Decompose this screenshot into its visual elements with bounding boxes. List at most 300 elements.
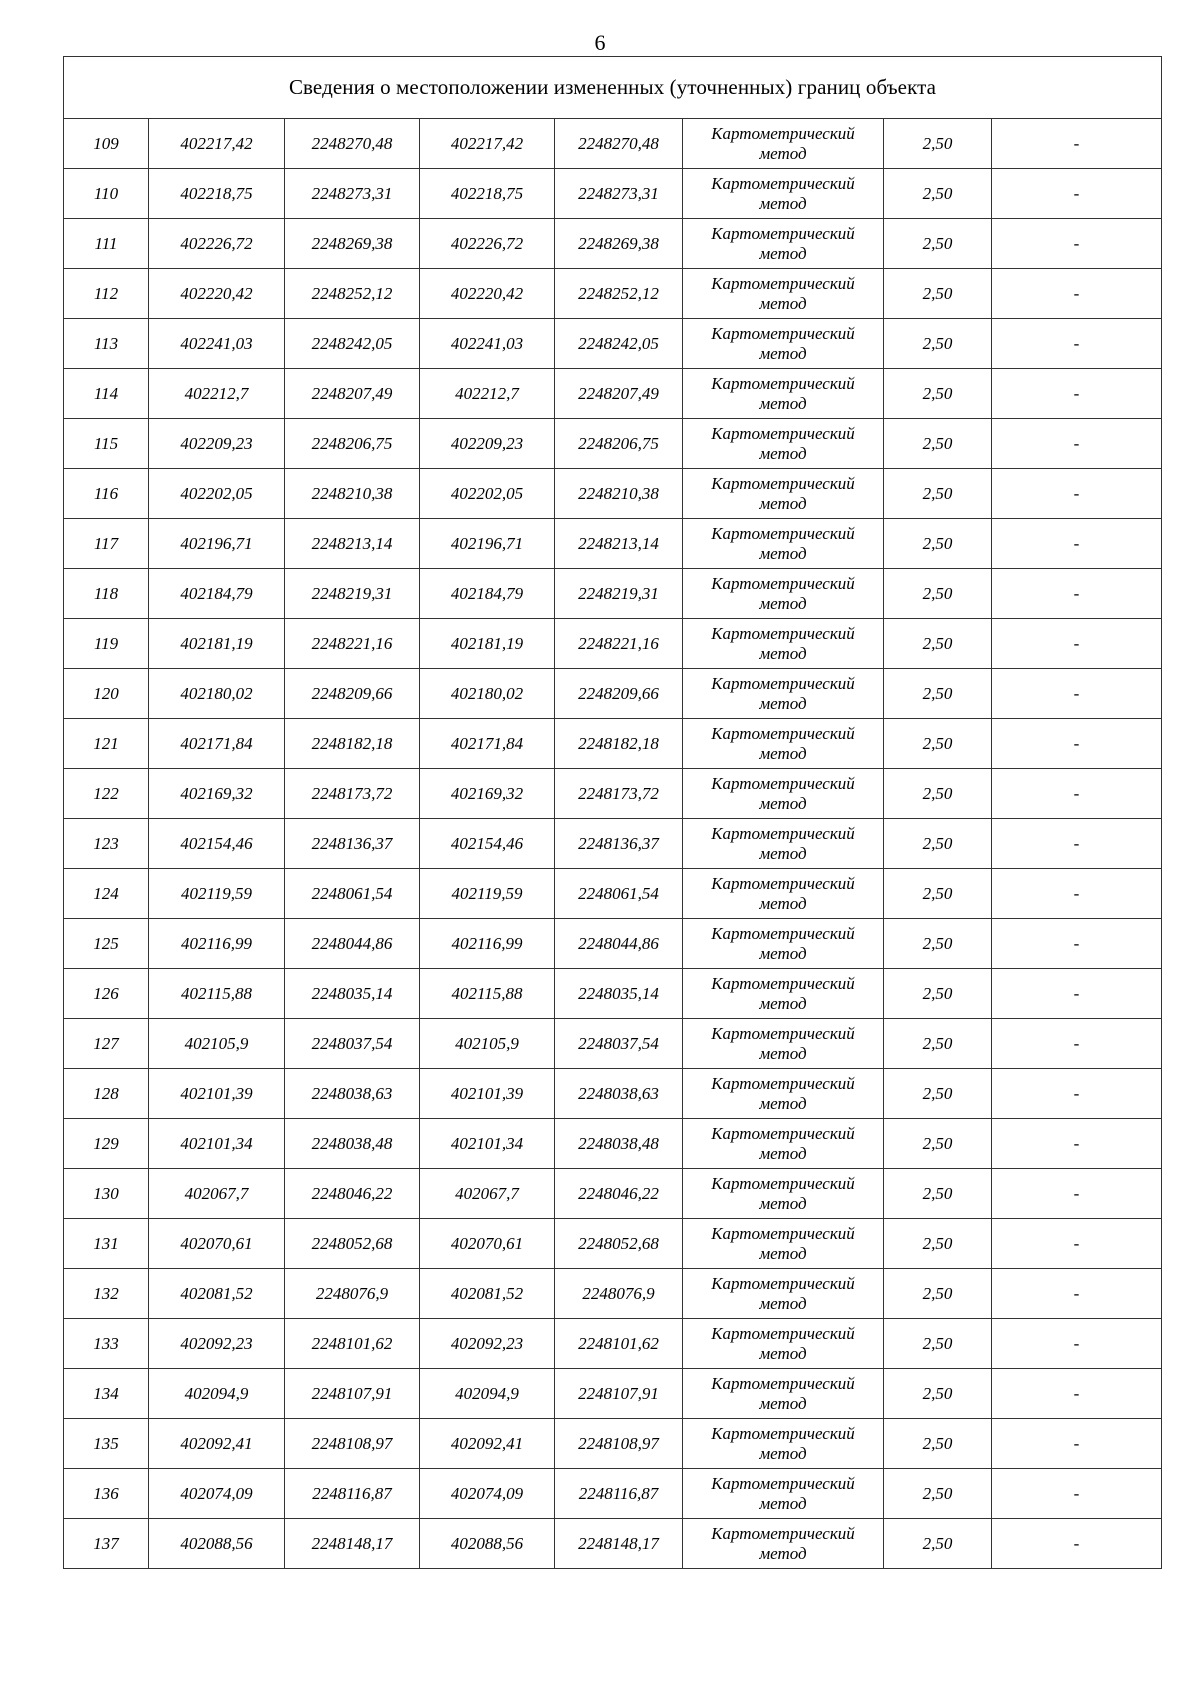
updated-x-cell: 402202,05 — [420, 469, 555, 519]
table-title: Сведения о местоположении измененных (уточненных) границ объекта — [64, 57, 1162, 119]
updated-x-cell: 402209,23 — [420, 419, 555, 469]
accuracy-cell: 2,50 — [884, 1019, 992, 1069]
point-number-cell: 122 — [64, 769, 149, 819]
method-line-1: Картометрический — [711, 223, 855, 243]
existing-y-cell: 2248148,17 — [285, 1519, 420, 1569]
existing-x-cell: 402115,88 — [149, 969, 285, 1019]
existing-x-cell: 402074,09 — [149, 1469, 285, 1519]
accuracy-cell: 2,50 — [884, 1169, 992, 1219]
table-row — [64, 269, 1162, 319]
note-cell: - — [992, 1069, 1162, 1119]
method-cell — [683, 1369, 884, 1419]
existing-x-cell: 402101,34 — [149, 1119, 285, 1169]
method-cell — [683, 969, 884, 1019]
existing-y-cell: 2248044,86 — [285, 919, 420, 969]
point-number-cell: 117 — [64, 519, 149, 569]
point-number-cell: 137 — [64, 1519, 149, 1569]
method-line-1: Картометрический — [711, 623, 855, 643]
updated-y-cell: 2248148,17 — [555, 1519, 683, 1569]
method-line-1: Картометрический — [711, 773, 855, 793]
table-row — [64, 1169, 1162, 1219]
note-cell: - — [992, 1119, 1162, 1169]
updated-x-cell: 402092,41 — [420, 1419, 555, 1469]
existing-y-cell: 2248061,54 — [285, 869, 420, 919]
method-line-2: метод — [759, 1093, 807, 1113]
updated-x-cell: 402101,39 — [420, 1069, 555, 1119]
method-cell — [683, 519, 884, 569]
note-cell: - — [992, 1319, 1162, 1369]
method-cell — [683, 1169, 884, 1219]
existing-y-cell: 2248269,38 — [285, 219, 420, 269]
table-row — [64, 869, 1162, 919]
updated-x-cell: 402067,7 — [420, 1169, 555, 1219]
existing-y-cell: 2248136,37 — [285, 819, 420, 869]
method-line-2: метод — [759, 593, 807, 613]
updated-x-cell: 402070,61 — [420, 1219, 555, 1269]
updated-x-cell: 402115,88 — [420, 969, 555, 1019]
note-cell: - — [992, 619, 1162, 669]
updated-y-cell: 2248136,37 — [555, 819, 683, 869]
updated-x-cell: 402196,71 — [420, 519, 555, 569]
accuracy-cell: 2,50 — [884, 1369, 992, 1419]
method-line-1: Картометрический — [711, 573, 855, 593]
updated-y-cell: 2248206,75 — [555, 419, 683, 469]
updated-y-cell: 2248061,54 — [555, 869, 683, 919]
accuracy-cell: 2,50 — [884, 669, 992, 719]
method-cell — [683, 1069, 884, 1119]
page-number: 6 — [594, 30, 606, 55]
updated-x-cell: 402116,99 — [420, 919, 555, 969]
accuracy-cell: 2,50 — [884, 369, 992, 419]
point-number-cell: 136 — [64, 1469, 149, 1519]
existing-y-cell: 2248076,9 — [285, 1269, 420, 1319]
updated-x-cell: 402081,52 — [420, 1269, 555, 1319]
table-row — [64, 969, 1162, 1019]
method-line-2: метод — [759, 143, 807, 163]
updated-x-cell: 402171,84 — [420, 719, 555, 769]
method-line-2: метод — [759, 1443, 807, 1463]
method-line-2: метод — [759, 493, 807, 513]
updated-y-cell: 2248108,97 — [555, 1419, 683, 1469]
existing-x-cell: 402070,61 — [149, 1219, 285, 1269]
updated-x-cell: 402154,46 — [420, 819, 555, 869]
updated-x-cell: 402181,19 — [420, 619, 555, 669]
existing-x-cell: 402180,02 — [149, 669, 285, 719]
point-number-cell: 124 — [64, 869, 149, 919]
method-line-1: Картометрический — [711, 1473, 855, 1493]
method-line-2: метод — [759, 843, 807, 863]
method-cell — [683, 219, 884, 269]
method-line-1: Картометрический — [711, 1423, 855, 1443]
existing-y-cell: 2248273,31 — [285, 169, 420, 219]
existing-y-cell: 2248219,31 — [285, 569, 420, 619]
point-number-cell: 113 — [64, 319, 149, 369]
table-row — [64, 219, 1162, 269]
updated-x-cell: 402169,32 — [420, 769, 555, 819]
method-line-2: метод — [759, 1293, 807, 1313]
method-line-1: Картометрический — [711, 473, 855, 493]
method-cell — [683, 1119, 884, 1169]
method-line-2: метод — [759, 443, 807, 463]
note-cell: - — [992, 219, 1162, 269]
table-row — [64, 169, 1162, 219]
updated-y-cell: 2248242,05 — [555, 319, 683, 369]
existing-y-cell: 2248242,05 — [285, 319, 420, 369]
table-row — [64, 569, 1162, 619]
updated-y-cell: 2248273,31 — [555, 169, 683, 219]
existing-x-cell: 402092,23 — [149, 1319, 285, 1369]
existing-x-cell: 402226,72 — [149, 219, 285, 269]
updated-x-cell: 402088,56 — [420, 1519, 555, 1569]
method-line-2: метод — [759, 193, 807, 213]
existing-y-cell: 2248182,18 — [285, 719, 420, 769]
table-row — [64, 1119, 1162, 1169]
existing-x-cell: 402209,23 — [149, 419, 285, 469]
point-number-cell: 127 — [64, 1019, 149, 1069]
updated-y-cell: 2248044,86 — [555, 919, 683, 969]
method-line-1: Картометрический — [711, 123, 855, 143]
method-line-1: Картометрический — [711, 723, 855, 743]
note-cell: - — [992, 1019, 1162, 1069]
note-cell: - — [992, 1169, 1162, 1219]
existing-y-cell: 2248252,12 — [285, 269, 420, 319]
method-line-2: метод — [759, 1343, 807, 1363]
method-line-1: Картометрический — [711, 823, 855, 843]
method-line-1: Картометрический — [711, 1123, 855, 1143]
method-cell — [683, 1319, 884, 1369]
table-row — [64, 419, 1162, 469]
note-cell: - — [992, 919, 1162, 969]
method-cell — [683, 169, 884, 219]
method-line-2: метод — [759, 393, 807, 413]
method-cell — [683, 569, 884, 619]
point-number-cell: 111 — [64, 219, 149, 269]
method-line-1: Картометрический — [711, 423, 855, 443]
updated-y-cell: 2248101,62 — [555, 1319, 683, 1369]
updated-y-cell: 2248219,31 — [555, 569, 683, 619]
method-line-1: Картометрический — [711, 1373, 855, 1393]
accuracy-cell: 2,50 — [884, 969, 992, 1019]
method-cell — [683, 369, 884, 419]
method-cell — [683, 419, 884, 469]
point-number-cell: 132 — [64, 1269, 149, 1319]
table-row — [64, 919, 1162, 969]
method-line-2: метод — [759, 993, 807, 1013]
method-line-1: Картометрический — [711, 1523, 855, 1543]
method-line-1: Картометрический — [711, 973, 855, 993]
method-line-2: метод — [759, 893, 807, 913]
method-cell — [683, 669, 884, 719]
existing-y-cell: 2248116,87 — [285, 1469, 420, 1519]
existing-x-cell: 402169,32 — [149, 769, 285, 819]
updated-y-cell: 2248182,18 — [555, 719, 683, 769]
table-row — [64, 1369, 1162, 1419]
accuracy-cell: 2,50 — [884, 469, 992, 519]
note-cell: - — [992, 1219, 1162, 1269]
updated-x-cell: 402092,23 — [420, 1319, 555, 1369]
note-cell: - — [992, 269, 1162, 319]
table-row — [64, 719, 1162, 769]
existing-y-cell: 2248046,22 — [285, 1169, 420, 1219]
accuracy-cell: 2,50 — [884, 1319, 992, 1369]
point-number-cell: 116 — [64, 469, 149, 519]
updated-y-cell: 2248046,22 — [555, 1169, 683, 1219]
existing-x-cell: 402101,39 — [149, 1069, 285, 1119]
method-line-2: метод — [759, 743, 807, 763]
method-cell — [683, 819, 884, 869]
accuracy-cell: 2,50 — [884, 119, 992, 169]
method-line-1: Картометрический — [711, 1223, 855, 1243]
accuracy-cell: 2,50 — [884, 1519, 992, 1569]
method-line-1: Картометрический — [711, 1323, 855, 1343]
existing-x-cell: 402154,46 — [149, 819, 285, 869]
point-number-cell: 110 — [64, 169, 149, 219]
updated-y-cell: 2248038,63 — [555, 1069, 683, 1119]
updated-y-cell: 2248269,38 — [555, 219, 683, 269]
point-number-cell: 121 — [64, 719, 149, 769]
updated-x-cell: 402217,42 — [420, 119, 555, 169]
method-line-1: Картометрический — [711, 373, 855, 393]
existing-x-cell: 402094,9 — [149, 1369, 285, 1419]
accuracy-cell: 2,50 — [884, 169, 992, 219]
method-line-2: метод — [759, 1493, 807, 1513]
table-row — [64, 769, 1162, 819]
note-cell: - — [992, 1419, 1162, 1469]
existing-x-cell: 402119,59 — [149, 869, 285, 919]
method-cell — [683, 919, 884, 969]
method-line-2: метод — [759, 343, 807, 363]
updated-y-cell: 2248052,68 — [555, 1219, 683, 1269]
existing-y-cell: 2248207,49 — [285, 369, 420, 419]
accuracy-cell: 2,50 — [884, 519, 992, 569]
method-cell — [683, 269, 884, 319]
point-number-cell: 129 — [64, 1119, 149, 1169]
note-cell: - — [992, 869, 1162, 919]
updated-y-cell: 2248221,16 — [555, 619, 683, 669]
method-line-1: Картометрический — [711, 273, 855, 293]
point-number-cell: 109 — [64, 119, 149, 169]
accuracy-cell: 2,50 — [884, 319, 992, 369]
method-line-1: Картометрический — [711, 873, 855, 893]
updated-y-cell: 2248035,14 — [555, 969, 683, 1019]
note-cell: - — [992, 669, 1162, 719]
existing-x-cell: 402181,19 — [149, 619, 285, 669]
existing-x-cell: 402105,9 — [149, 1019, 285, 1069]
table-body — [64, 57, 1162, 1569]
existing-x-cell: 402067,7 — [149, 1169, 285, 1219]
method-line-2: метод — [759, 943, 807, 963]
table-row — [64, 1269, 1162, 1319]
existing-y-cell: 2248101,62 — [285, 1319, 420, 1369]
point-number-cell: 131 — [64, 1219, 149, 1269]
method-cell — [683, 619, 884, 669]
updated-x-cell: 402184,79 — [420, 569, 555, 619]
existing-x-cell: 402217,42 — [149, 119, 285, 169]
point-number-cell: 135 — [64, 1419, 149, 1469]
method-line-2: метод — [759, 793, 807, 813]
point-number-cell: 126 — [64, 969, 149, 1019]
method-line-1: Картометрический — [711, 673, 855, 693]
method-cell — [683, 1019, 884, 1069]
existing-y-cell: 2248270,48 — [285, 119, 420, 169]
accuracy-cell: 2,50 — [884, 819, 992, 869]
table-row — [64, 369, 1162, 419]
accuracy-cell: 2,50 — [884, 869, 992, 919]
updated-y-cell: 2248038,48 — [555, 1119, 683, 1169]
table-row — [64, 469, 1162, 519]
point-number-cell: 125 — [64, 919, 149, 969]
note-cell: - — [992, 119, 1162, 169]
method-line-1: Картометрический — [711, 1073, 855, 1093]
method-cell — [683, 119, 884, 169]
note-cell: - — [992, 819, 1162, 869]
method-line-2: метод — [759, 1393, 807, 1413]
existing-x-cell: 402184,79 — [149, 569, 285, 619]
existing-x-cell: 402092,41 — [149, 1419, 285, 1469]
existing-x-cell: 402241,03 — [149, 319, 285, 369]
method-line-2: метод — [759, 543, 807, 563]
updated-x-cell: 402074,09 — [420, 1469, 555, 1519]
table-row — [64, 119, 1162, 169]
existing-x-cell: 402220,42 — [149, 269, 285, 319]
point-number-cell: 133 — [64, 1319, 149, 1369]
updated-x-cell: 402212,7 — [420, 369, 555, 419]
updated-y-cell: 2248252,12 — [555, 269, 683, 319]
method-line-2: метод — [759, 1243, 807, 1263]
existing-y-cell: 2248038,63 — [285, 1069, 420, 1119]
existing-y-cell: 2248038,48 — [285, 1119, 420, 1169]
existing-y-cell: 2248052,68 — [285, 1219, 420, 1269]
table-row — [64, 319, 1162, 369]
note-cell: - — [992, 769, 1162, 819]
accuracy-cell: 2,50 — [884, 269, 992, 319]
table-row — [64, 1219, 1162, 1269]
accuracy-cell: 2,50 — [884, 919, 992, 969]
note-cell: - — [992, 1369, 1162, 1419]
method-line-2: метод — [759, 243, 807, 263]
method-line-2: метод — [759, 293, 807, 313]
note-cell: - — [992, 419, 1162, 469]
updated-y-cell: 2248213,14 — [555, 519, 683, 569]
updated-x-cell: 402218,75 — [420, 169, 555, 219]
existing-x-cell: 402218,75 — [149, 169, 285, 219]
updated-y-cell: 2248270,48 — [555, 119, 683, 169]
point-number-cell: 134 — [64, 1369, 149, 1419]
accuracy-cell: 2,50 — [884, 569, 992, 619]
note-cell: - — [992, 519, 1162, 569]
note-cell: - — [992, 569, 1162, 619]
accuracy-cell: 2,50 — [884, 1419, 992, 1469]
updated-x-cell: 402105,9 — [420, 1019, 555, 1069]
existing-x-cell: 402202,05 — [149, 469, 285, 519]
existing-x-cell: 402088,56 — [149, 1519, 285, 1569]
method-cell — [683, 1469, 884, 1519]
method-line-1: Картометрический — [711, 323, 855, 343]
method-line-2: метод — [759, 1543, 807, 1563]
updated-x-cell: 402180,02 — [420, 669, 555, 719]
table-row — [64, 519, 1162, 569]
point-number-cell: 123 — [64, 819, 149, 869]
accuracy-cell: 2,50 — [884, 1069, 992, 1119]
existing-y-cell: 2248107,91 — [285, 1369, 420, 1419]
updated-x-cell: 402119,59 — [420, 869, 555, 919]
method-line-2: метод — [759, 1043, 807, 1063]
method-line-2: метод — [759, 693, 807, 713]
existing-y-cell: 2248173,72 — [285, 769, 420, 819]
point-number-cell: 119 — [64, 619, 149, 669]
note-cell: - — [992, 369, 1162, 419]
updated-x-cell: 402101,34 — [420, 1119, 555, 1169]
table-row — [64, 1469, 1162, 1519]
method-cell — [683, 869, 884, 919]
accuracy-cell: 2,50 — [884, 419, 992, 469]
updated-y-cell: 2248209,66 — [555, 669, 683, 719]
point-number-cell: 112 — [64, 269, 149, 319]
method-line-2: метод — [759, 1143, 807, 1163]
note-cell: - — [992, 969, 1162, 1019]
method-line-1: Картометрический — [711, 523, 855, 543]
table-row — [64, 1019, 1162, 1069]
updated-y-cell: 2248173,72 — [555, 769, 683, 819]
note-cell: - — [992, 1469, 1162, 1519]
point-number-cell: 118 — [64, 569, 149, 619]
existing-y-cell: 2248209,66 — [285, 669, 420, 719]
method-cell — [683, 319, 884, 369]
updated-y-cell: 2248107,91 — [555, 1369, 683, 1419]
existing-x-cell: 402196,71 — [149, 519, 285, 569]
updated-x-cell: 402220,42 — [420, 269, 555, 319]
accuracy-cell: 2,50 — [884, 719, 992, 769]
note-cell: - — [992, 169, 1162, 219]
point-number-cell: 128 — [64, 1069, 149, 1119]
note-cell: - — [992, 719, 1162, 769]
note-cell: - — [992, 1269, 1162, 1319]
table-row — [64, 819, 1162, 869]
table-title-row — [64, 57, 1162, 119]
point-number-cell: 130 — [64, 1169, 149, 1219]
existing-x-cell: 402212,7 — [149, 369, 285, 419]
existing-y-cell: 2248108,97 — [285, 1419, 420, 1469]
method-cell — [683, 1219, 884, 1269]
existing-y-cell: 2248213,14 — [285, 519, 420, 569]
point-number-cell: 120 — [64, 669, 149, 719]
method-cell — [683, 769, 884, 819]
accuracy-cell: 2,50 — [884, 769, 992, 819]
point-number-cell: 115 — [64, 419, 149, 469]
table-row — [64, 1319, 1162, 1369]
existing-x-cell: 402081,52 — [149, 1269, 285, 1319]
method-cell — [683, 719, 884, 769]
accuracy-cell: 2,50 — [884, 619, 992, 669]
method-cell — [683, 1519, 884, 1569]
method-line-2: метод — [759, 1193, 807, 1213]
updated-y-cell: 2248207,49 — [555, 369, 683, 419]
updated-x-cell: 402241,03 — [420, 319, 555, 369]
table-row — [64, 1419, 1162, 1469]
method-line-1: Картометрический — [711, 1023, 855, 1043]
note-cell: - — [992, 1519, 1162, 1569]
note-cell: - — [992, 469, 1162, 519]
table-row — [64, 1069, 1162, 1119]
point-number-cell: 114 — [64, 369, 149, 419]
updated-y-cell: 2248037,54 — [555, 1019, 683, 1069]
method-line-1: Картометрический — [711, 1173, 855, 1193]
existing-y-cell: 2248210,38 — [285, 469, 420, 519]
table-row — [64, 1519, 1162, 1569]
existing-y-cell: 2248206,75 — [285, 419, 420, 469]
existing-x-cell: 402171,84 — [149, 719, 285, 769]
accuracy-cell: 2,50 — [884, 219, 992, 269]
